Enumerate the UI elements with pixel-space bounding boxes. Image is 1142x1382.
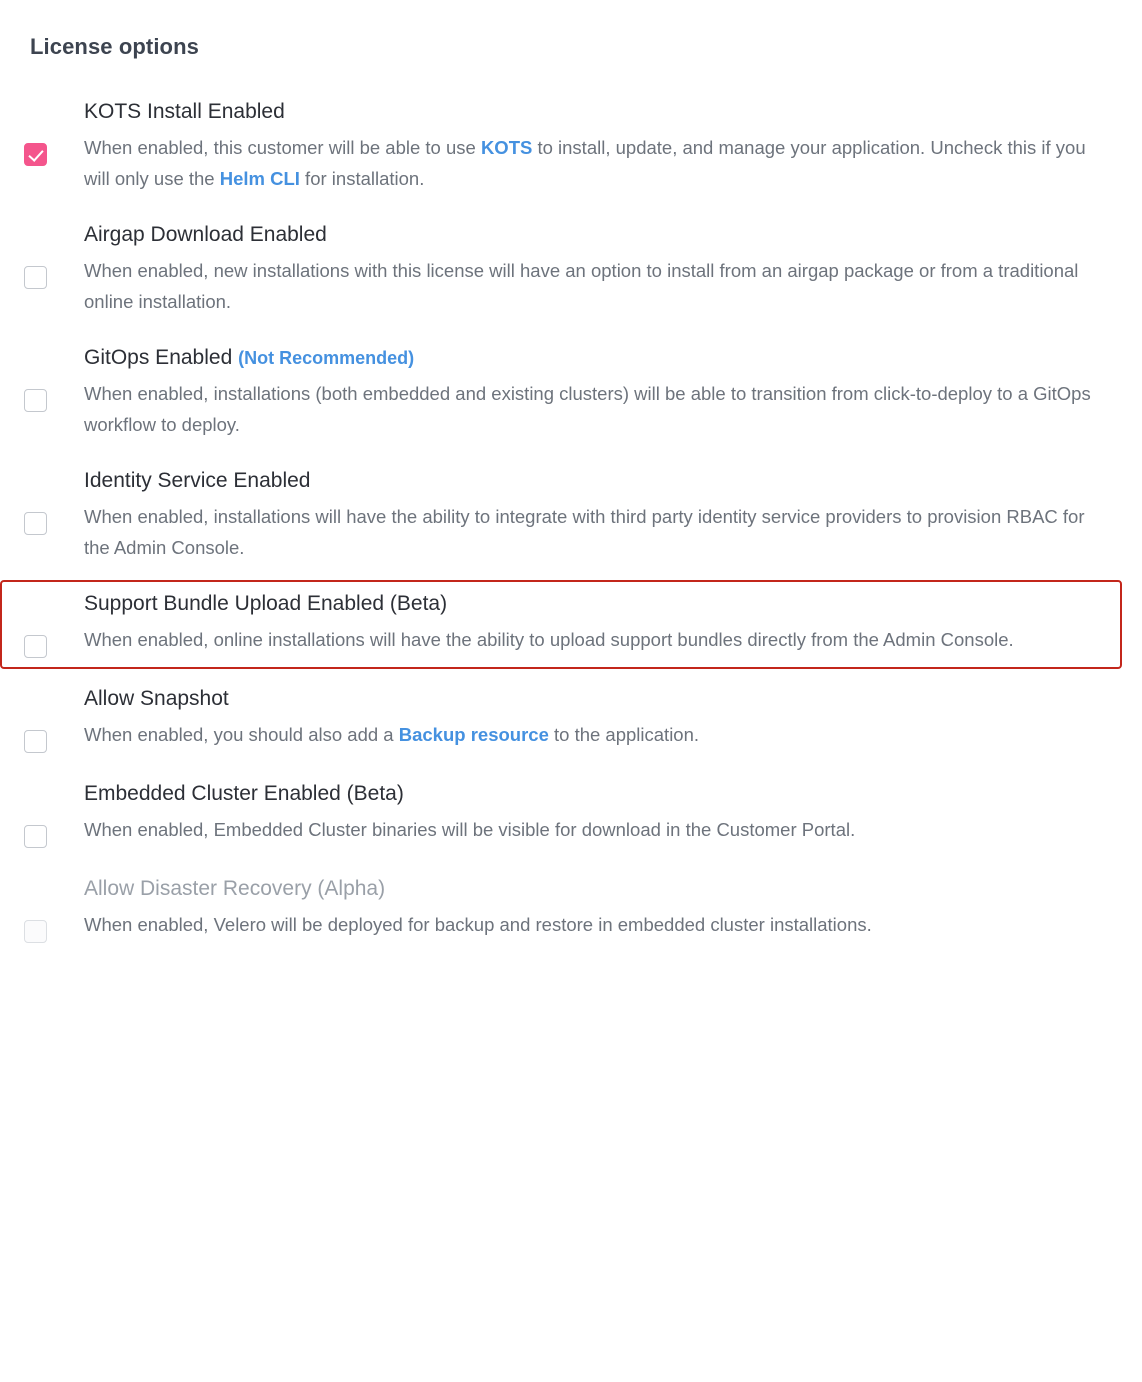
checkbox-container [24,468,78,535]
license-option-embedded-cluster-enabled [0,770,1122,859]
checkbox-airgap-download-enabled[interactable] [24,266,47,289]
license-option-airgap-download-enabled [0,211,1122,328]
description-text: to install, update, and manage your application. Uncheck this if you will only use the [84,136,1086,189]
option-title-text: Embedded Cluster Enabled (Beta) [84,782,404,806]
option-title [84,686,1102,713]
option-body [78,781,1102,845]
description-text: to the application. [548,724,700,745]
checkbox-container [24,686,78,753]
checkbox-allow-snapshot[interactable] [24,730,47,753]
description-link[interactable]: Backup resource [398,724,549,745]
option-title-text: Support Bundle Upload Enabled (Beta) [84,592,448,616]
option-title [84,591,1102,618]
option-title-text: Identity Service Enabled [84,469,311,493]
option-title-text: Airgap Download Enabled [84,223,327,247]
option-title [84,468,1102,495]
option-title-text: GitOps Enabled [84,346,233,370]
page-title: License options [30,34,199,59]
option-body [78,686,1102,750]
option-description [84,814,1102,845]
checkbox-container [24,591,78,658]
checkbox-allow-disaster-recovery [24,920,47,943]
option-body [78,345,1102,440]
description-text: When enabled, this customer will be able to use [84,136,481,158]
description-text: When enabled, Embedded Cluster binaries will be visible for download in the Customer Portal. [84,819,856,840]
option-body [78,99,1102,194]
checkbox-container [24,876,78,943]
checkbox-gitops-enabled[interactable] [24,389,47,412]
description-link[interactable]: Helm CLI [219,167,300,189]
license-option-support-bundle-upload-enabled [0,580,1122,669]
option-body [78,591,1102,655]
option-title [84,876,1102,903]
option-description [84,378,1102,440]
option-body [78,876,1102,940]
license-option-identity-service-enabled [0,457,1122,574]
description-text: When enabled, new installations with this license will have an option to install from an airgap package or from a traditional online installation. [84,259,1079,312]
option-title [84,222,1102,249]
description-text: When enabled, installations (both embedded and existing clusters) will be able to transition from click-to-deploy to a GitOps workflow to deploy. [84,382,1091,436]
option-description [84,719,1102,750]
option-title-note: (Not Recommended) [238,348,415,369]
license-option-allow-disaster-recovery [0,865,1122,954]
option-description [84,501,1102,563]
option-title [84,781,1102,808]
checkbox-embedded-cluster-enabled[interactable] [24,825,47,848]
checkbox-support-bundle-upload-enabled[interactable] [24,635,47,658]
license-option-gitops-enabled [0,334,1122,451]
option-body [78,468,1102,563]
option-description [84,255,1102,317]
option-title-text: Allow Disaster Recovery (Alpha) [84,877,386,901]
description-text: When enabled, installations will have the ability to integrate with third party identity service providers to provision RBAC for the Admin Console. [84,505,1085,559]
option-description [84,624,1102,655]
description-text: When enabled, online installations will have the ability to upload support bundles directly from the Admin Console. [84,629,1014,650]
checkbox-container [24,345,78,412]
option-description [84,909,1102,940]
option-title-text: KOTS Install Enabled [84,100,285,123]
description-text: for installation. [299,167,425,189]
license-options-list [0,88,1142,954]
checkbox-identity-service-enabled[interactable] [24,512,47,535]
description-text: When enabled, Velero will be deployed for backup and restore in embedded cluster installations. [84,914,872,935]
option-title [84,99,1102,126]
description-link[interactable]: KOTS [480,136,533,158]
description-text: When enabled, you should also add a [84,724,399,745]
checkbox-container [24,99,78,166]
option-title [84,345,1102,372]
checkbox-kots-install-enabled[interactable] [24,143,47,166]
checkbox-container [24,222,78,289]
option-body [78,222,1102,317]
checkbox-container [24,781,78,848]
option-title-text: Allow Snapshot [84,687,229,711]
license-option-allow-snapshot [0,675,1122,764]
option-description [84,132,1102,194]
license-option-kots-install-enabled [0,88,1122,205]
